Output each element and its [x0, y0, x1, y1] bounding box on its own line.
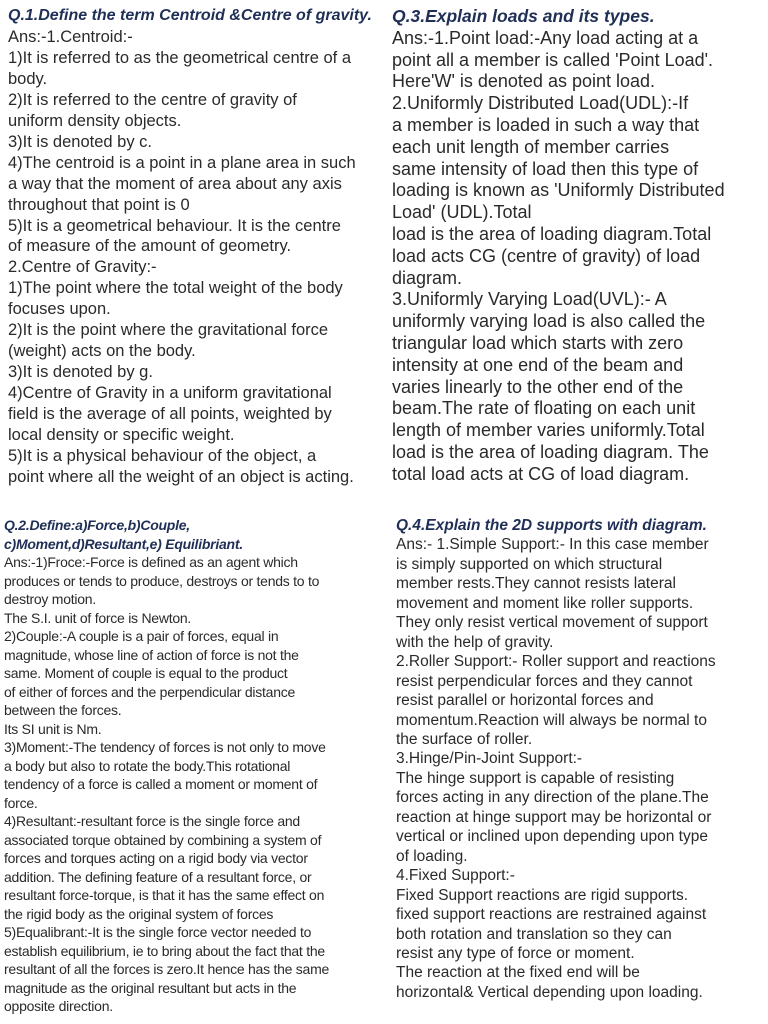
- question-3-title: Q.3.Explain loads and its types.: [392, 6, 655, 26]
- question-1-line: 3)It is denoted by g.: [8, 363, 153, 382]
- question-4-line: fixed support reactions are restrained against: [396, 906, 707, 924]
- question-3-line: Load' (UDL).Total: [392, 202, 532, 223]
- question-2-title-line: Q.2.Define:a)Force,b)Couple,: [4, 517, 190, 533]
- question-3-line: loading is known as 'Uniformly Distributed: [392, 180, 725, 201]
- question-3-line: load acts CG (centre of gravity) of load: [392, 245, 701, 266]
- question-4-line: member rests.They cannot resists lateral: [396, 575, 676, 593]
- question-4-line: They only resist vertical movement of support: [396, 614, 708, 632]
- question-3-line: 2.Uniformly Distributed Load(UDL):-If: [392, 93, 689, 114]
- question-2-line: magnitude as the original resultant but acts in the: [4, 979, 297, 996]
- question-3-line: 3.Uniformly Varying Load(UVL):- A: [392, 289, 667, 310]
- question-4-line: The reaction at the fixed end will be: [396, 964, 640, 982]
- question-2-line: same. Moment of couple is equal to the product: [4, 665, 288, 681]
- question-3-line: Ans:-1.Point load:-Any load acting at a: [392, 27, 699, 48]
- question-1-line: 3)It is denoted by c.: [8, 132, 152, 151]
- question-3-line: load is the area of loading diagram.Total: [392, 223, 712, 244]
- question-4-title: Q.4.Explain the 2D supports with diagram.: [396, 517, 707, 534]
- question-4-line: vertical or inclined upon depending upon type: [396, 828, 708, 846]
- question-2-line: 2)Couple:-A couple is a pair of forces, equal in: [4, 628, 279, 644]
- question-1-line: focuses upon.: [8, 300, 111, 319]
- question-1-line: point where all the weight of an object is acting.: [8, 467, 354, 486]
- question-2-line: addition. The defining feature of a resultant force, or: [4, 868, 312, 885]
- question-3-block: [392, 6, 764, 486]
- question-2-line: destroy motion.: [4, 591, 96, 607]
- question-4-line: movement and moment like roller supports.: [396, 594, 694, 612]
- question-1-line: 4)The centroid is a point in a plane area in such: [8, 153, 356, 172]
- question-4-block: [396, 516, 766, 1002]
- question-1-line: 1)It is referred to as the geometrical centre of a: [8, 48, 351, 67]
- question-1-line: 2.Centre of Gravity:-: [8, 258, 157, 277]
- question-2-line: between the forces.: [4, 702, 122, 718]
- question-4-line: resist perpendicular forces and they cannot: [396, 672, 693, 690]
- question-3-line: point all a member is called 'Point Load'.: [392, 49, 714, 70]
- question-2-line: 5)Equalibrant:-It is the single force vector needed to: [4, 924, 312, 940]
- question-3-line: triangular load which starts with zero: [392, 332, 684, 353]
- question-2-line: associated torque obtained by combining a system of: [4, 831, 322, 848]
- question-3-line: same intensity of load then this type of: [392, 158, 699, 179]
- question-2-line: the rigid body as the original system of forces: [4, 905, 274, 922]
- question-4-line: resist parallel or horizontal forces and: [396, 692, 654, 710]
- question-4-line: of loading.: [396, 847, 468, 865]
- question-2-line: The S.I. unit of force is Newton.: [4, 609, 192, 626]
- question-3-line: Here'W' is denoted as point load.: [392, 71, 656, 92]
- question-4-line: 3.Hinge/Pin-Joint Support:-: [396, 750, 583, 768]
- question-1-line: uniform density objects.: [8, 111, 182, 130]
- question-2-title-line: c)Moment,d)Resultant,e) Equilibriant.: [4, 535, 243, 552]
- question-4-line: 4.Fixed Support:-: [396, 867, 515, 885]
- question-4-line: forces acting in any direction of the plane.The: [396, 789, 709, 807]
- question-4-line: horizontal& Vertical depending upon loading.: [396, 983, 703, 1001]
- question-2-block: [4, 516, 390, 1016]
- question-2-line: a body but also to rotate the body.This rotational: [4, 757, 291, 774]
- question-4-line: the surface of roller.: [396, 730, 533, 748]
- question-1-line: 5)It is a geometrical behaviour. It is the centre: [8, 216, 341, 235]
- question-4-line: resist any type of force or moment.: [396, 944, 635, 962]
- question-4-line: momentum.Reaction will always be normal to: [396, 711, 707, 729]
- question-3-line: each unit length of member carries: [392, 136, 670, 157]
- question-4-line: Fixed Support reactions are rigid supports.: [396, 886, 689, 904]
- question-4-line: reaction at hinge support may be horizontal or: [396, 808, 712, 826]
- question-4-line: with the help of gravity.: [396, 633, 554, 651]
- question-3-line: uniformly varying load is also called the: [392, 311, 706, 332]
- question-1-line: 5)It is a physical behaviour of the object, a: [8, 447, 317, 466]
- question-2-line: of either of forces and the perpendicular distance: [4, 683, 296, 700]
- question-3-line: varies linearly to the other end of the: [392, 376, 684, 397]
- question-2-line: magnitude, whose line of action of force is not the: [4, 646, 299, 663]
- question-1-line: local density or specific weight.: [8, 426, 235, 445]
- question-1-line: 4)Centre of Gravity in a uniform gravitational: [8, 384, 332, 403]
- question-2-line: tendency of a force is called a moment or moment of: [4, 776, 318, 792]
- question-2-line: opposite direction.: [4, 998, 113, 1014]
- question-2-line: 4)Resultant:-resultant force is the single force and: [4, 813, 300, 829]
- question-2-line: force.: [4, 794, 38, 811]
- question-1-line: 2)It is referred to the centre of gravity of: [8, 90, 297, 109]
- question-2-line: Ans:-1)Froce:-Force is defined as an agent which: [4, 554, 298, 570]
- question-1-line: field is the average of all points, weighted by: [8, 405, 332, 424]
- question-4-line: is simply supported on which structural: [396, 555, 663, 573]
- question-1-line: Ans:-1.Centroid:-: [8, 27, 133, 46]
- question-2-line: 3)Moment:-The tendency of forces is not only to move: [4, 739, 326, 755]
- question-3-line: total load acts at CG of load diagram.: [392, 463, 690, 484]
- question-1-line: body.: [8, 69, 48, 88]
- question-4-line: 2.Roller Support:- Roller support and reactions: [396, 653, 716, 671]
- question-2-line: produces or tends to produce, destroys or tends to to: [4, 572, 320, 589]
- question-2-line: resultant force-torque, is that it has the same effect on: [4, 887, 325, 903]
- question-3-line: diagram.: [392, 267, 463, 288]
- question-1-line: a way that the moment of area about any axis: [8, 174, 342, 193]
- question-3-line: beam.The rate of floating on each unit: [392, 398, 696, 419]
- question-3-line: intensity at one end of the beam and: [392, 354, 684, 375]
- question-1-line: 1)The point where the total weight of the body: [8, 279, 343, 298]
- question-4-line: The hinge support is capable of resisting: [396, 769, 675, 787]
- question-2-line: Its SI unit is Nm.: [4, 720, 102, 737]
- question-1-line: of measure of the amount of geometry.: [8, 237, 292, 256]
- question-2-line: resultant of all the forces is zero.It hence has the same: [4, 961, 330, 977]
- question-3-line: a member is loaded in such a way that: [392, 114, 700, 135]
- question-1-line: 2)It is the point where the gravitational force: [8, 321, 329, 340]
- question-3-line: load is the area of loading diagram. The: [392, 441, 709, 462]
- question-1-line: throughout that point is 0: [8, 195, 190, 214]
- question-1-title: Q.1.Define the term Centroid &Centre of gravity.: [8, 7, 372, 24]
- question-3-line: length of member varies uniformly.Total: [392, 420, 705, 441]
- question-4-line: both rotation and translation so they can: [396, 925, 672, 943]
- question-1-line: (weight) acts on the body.: [8, 342, 196, 361]
- question-2-line: establish equilibrium, ie to bring about the fact that the: [4, 942, 325, 959]
- question-4-line: Ans:- 1.Simple Support:- In this case member: [396, 536, 709, 554]
- question-1-block: [8, 6, 388, 488]
- question-2-line: forces and torques acting on a rigid body via vector: [4, 850, 308, 866]
